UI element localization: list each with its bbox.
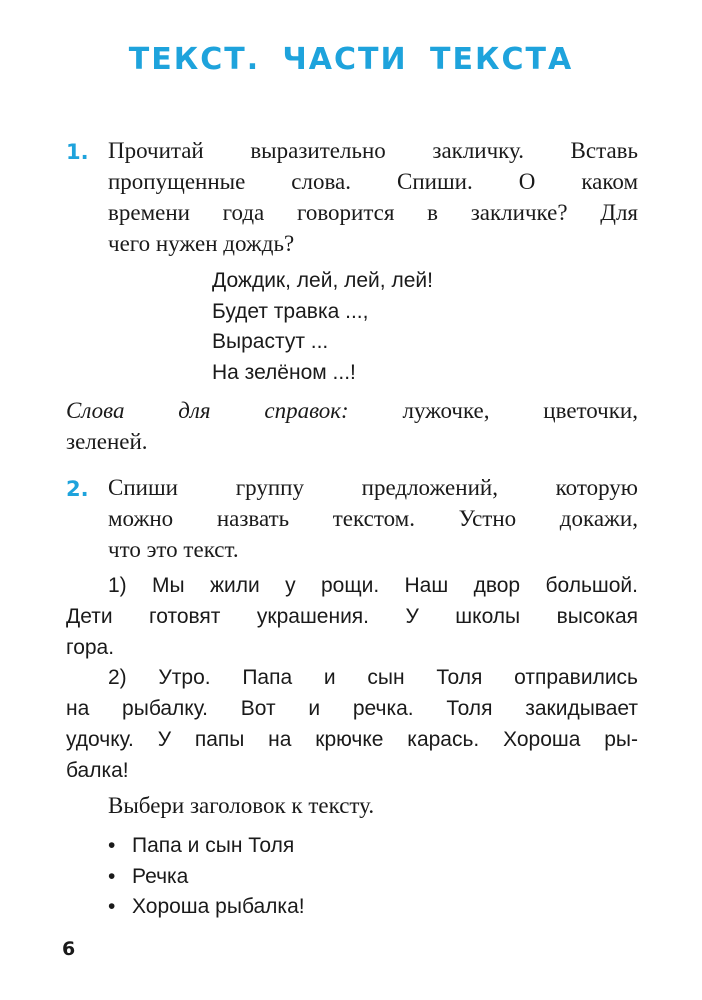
page-number: 6 (62, 938, 76, 960)
page-title: ТЕКСТ. ЧАСТИ ТЕКСТА (128, 42, 574, 77)
group-line: на рыбалку. Вот и речка. Толя закидывает (66, 697, 638, 720)
group-line: гора. (66, 636, 115, 659)
hint-label: Слова для справок: (66, 398, 349, 423)
task-line: Выбери заголовок к тексту. (108, 793, 375, 818)
sentence-group-2 (66, 662, 638, 786)
group-line: 2) Утро. Папа и сын Толя отправились (108, 666, 638, 689)
exercise-1-number: 1. (66, 140, 89, 164)
poem-line: На зелёном ...! (212, 360, 356, 384)
option-text: Речка (132, 864, 189, 888)
instruction-line: чего нужен дождь? (108, 231, 295, 256)
hint-line (66, 395, 638, 426)
hint-line: зеленей. (66, 429, 148, 454)
instruction-line: что это текст. (108, 537, 239, 562)
instruction-line: времени года говорится в закличке? Для (108, 200, 638, 225)
option-text: Хороша рыбалка! (132, 895, 305, 918)
group-line: удочку. У папы на крючке карась. Хороша ры- (66, 728, 638, 751)
bullet-icon: • (108, 864, 116, 888)
exercise-2-number: 2. (66, 477, 89, 501)
sentence-group-1 (66, 570, 638, 663)
poem-line: Дождик, лей, лей, лей! (212, 269, 433, 292)
poem-line: Будет травка ..., (212, 299, 369, 323)
instruction-line: можно назвать текстом. Устно докажи, (108, 506, 638, 531)
group-line: 1) Мы жили у рощи. Наш двор большой. (108, 574, 638, 597)
option-text: Папа и сын Толя (132, 834, 295, 857)
instruction-line: Прочитай выразительно закличку. Вставь (108, 138, 638, 163)
bullet-icon: • (108, 834, 116, 857)
exercise-2-instruction (108, 472, 638, 565)
group-line: Дети готовят украшения. У школы высокая (66, 605, 638, 628)
exercise-1-instruction (108, 135, 638, 259)
list-item (108, 862, 305, 893)
group-line: балка! (66, 759, 129, 782)
poem (212, 266, 433, 388)
instruction-line: пропущенные слова. Спиши. О каком (108, 169, 638, 194)
list-item (108, 892, 305, 923)
hint-words (66, 395, 638, 457)
list-item (108, 831, 305, 862)
instruction-line: Спиши группу предложений, которую (108, 475, 638, 500)
choose-title-task (108, 790, 374, 821)
hint-words-text: лужочке, цветочки, (348, 398, 638, 423)
title-options (108, 831, 305, 923)
bullet-icon: • (108, 895, 116, 918)
poem-line: Вырастут ... (212, 330, 329, 353)
